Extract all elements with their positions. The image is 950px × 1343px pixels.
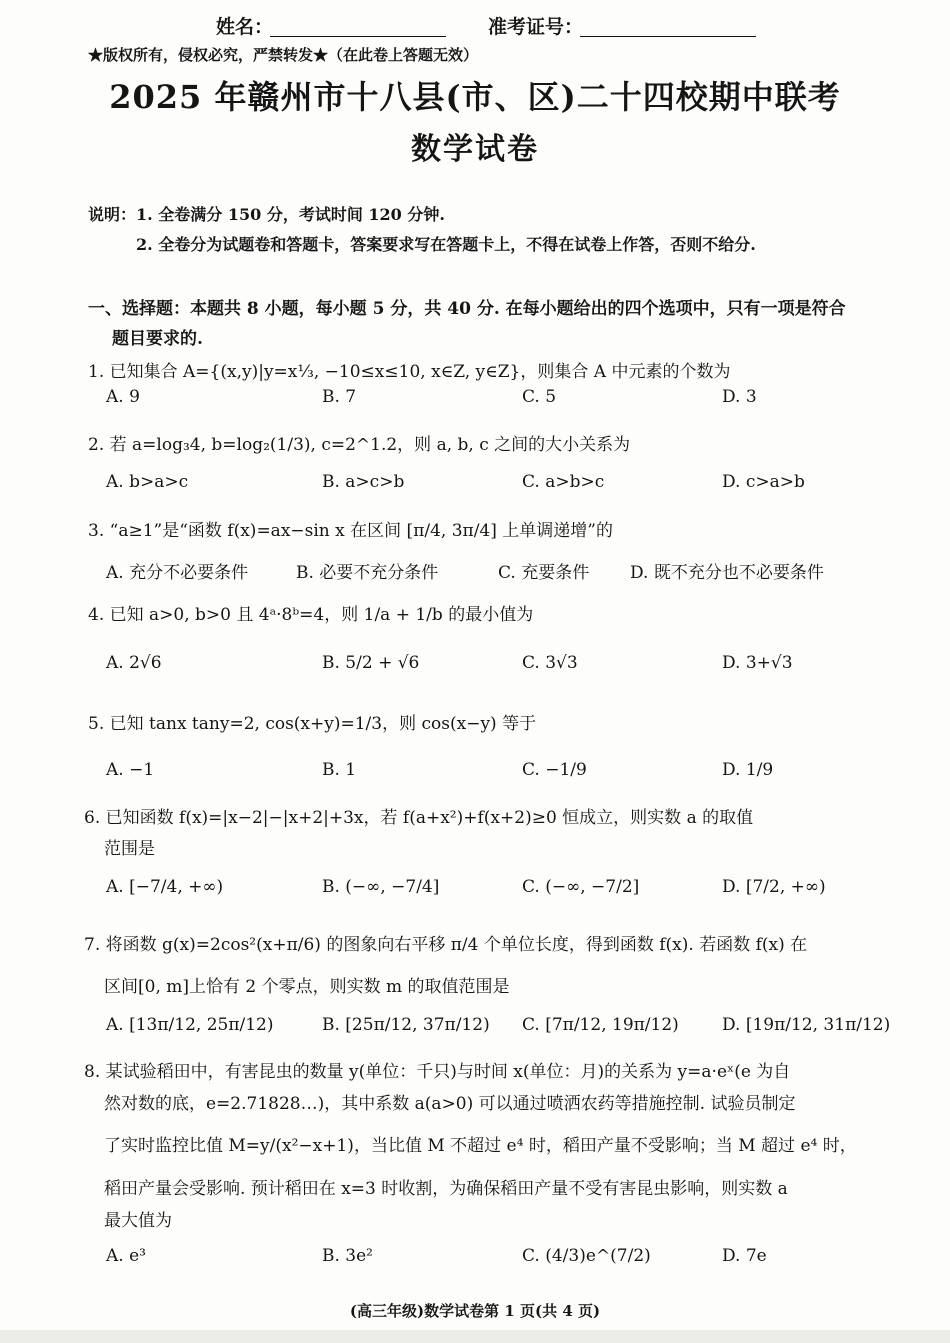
question-5-text: 5. 已知 tanx tany=2, cos(x+y)=1/3，则 cos(x−y) 等于 (88, 714, 537, 734)
question-8-option-c: C. (4/3)e^(7/2) (522, 1246, 651, 1266)
question-4-option-a: A. 2√6 (106, 653, 162, 673)
question-6-option-d: D. [7/2, +∞) (722, 877, 826, 897)
question-3-option-b: B. 必要不充分条件 (296, 563, 439, 583)
question-7-option-a: A. [13π/12, 25π/12) (106, 1015, 274, 1035)
question-1-text: 1. 已知集合 A={(x,y)|y=x⅓, −10≤x≤10, x∈Z, y∈Z}，则集合 A 中元素的个数为 (88, 362, 731, 382)
section-heading-cont: 题目要求的. (112, 329, 203, 349)
question-1-option-d: D. 3 (722, 387, 757, 407)
question-6-option-c: C. (−∞, −7/2] (522, 877, 640, 897)
question-8-text-cont-3: 稻田产量会受影响. 预计稻田在 x=3 时收割，为确保稻田产量不受有害昆虫影响，则实数 a (104, 1179, 788, 1199)
question-6-text: 6. 已知函数 f(x)=|x−2|−|x+2|+3x，若 f(a+x²)+f(x+2)≥0 恒成立，则实数 a 的取值 (84, 808, 754, 828)
name-field-line (270, 36, 446, 37)
question-3-option-a: A. 充分不必要条件 (106, 563, 249, 583)
question-4-option-d: D. 3+√3 (722, 653, 793, 673)
instruction-2: 2. 全卷分为试题卷和答题卡，答案要求写在答题卡上，不得在试卷上作答，否则不给分. (136, 235, 756, 254)
copyright-notice: ★版权所有，侵权必究，严禁转发★（在此卷上答题无效） (88, 46, 479, 64)
question-2-text: 2. 若 a=log₃4, b=log₂(1/3), c=2^1.2，则 a, b, c 之间的大小关系为 (88, 435, 631, 455)
page-bottom-edge (0, 1330, 950, 1343)
exam-id-label: 准考证号： (488, 16, 584, 38)
question-7-option-b: B. [25π/12, 37π/12) (322, 1015, 490, 1035)
question-5-option-a: A. −1 (106, 760, 155, 780)
question-1-option-b: B. 7 (322, 387, 357, 407)
page-footer: (高三年级)数学试卷第 1 页(共 4 页) (349, 1302, 601, 1320)
question-8-option-a: A. e³ (106, 1246, 146, 1266)
question-6-option-a: A. [−7/4, +∞) (106, 877, 224, 897)
question-3-option-c: C. 充要条件 (498, 563, 590, 583)
question-6-text-cont: 范围是 (104, 839, 155, 859)
question-4-text: 4. 已知 a>0, b>0 且 4ᵃ·8ᵇ=4，则 1/a + 1/b 的最小值为 (88, 605, 534, 625)
exam-title: 2025 年赣州市十八县(市、区)二十四校期中联考 (109, 78, 841, 116)
question-1-option-c: C. 5 (522, 387, 557, 407)
question-2-option-c: C. a>b>c (522, 472, 605, 492)
name-label: 姓名： (216, 16, 274, 38)
question-8-text-cont-2: 了实时监控比值 M=y/(x²−x+1)，当比值 M 不超过 e⁴ 时，稻田产量不受影响；当 M 超过 e⁴ 时， (104, 1136, 857, 1156)
question-4-option-c: C. 3√3 (522, 653, 578, 673)
question-8-text: 8. 某试验稻田中，有害昆虫的数量 y(单位：千只)与时间 x(单位：月)的关系为 y=a·eˣ(e 为自 (84, 1062, 791, 1082)
question-5-option-d: D. 1/9 (722, 760, 774, 780)
question-5-option-c: C. −1/9 (522, 760, 587, 780)
section-heading: 一、选择题：本题共 8 小题，每小题 5 分，共 40 分. 在每小题给出的四个选项中，只有一项是符合 (88, 299, 846, 319)
question-7-option-c: C. [7π/12, 19π/12) (522, 1015, 679, 1035)
question-2-option-d: D. c>a>b (722, 472, 805, 492)
question-8-text-cont-4: 最大值为 (104, 1211, 172, 1231)
question-7-text-cont: 区间[0, m]上恰有 2 个零点，则实数 m 的取值范围是 (104, 977, 510, 997)
question-4-option-b: B. 5/2 + √6 (322, 653, 420, 673)
question-3-text: 3. “a≥1”是“函数 f(x)=ax−sin x 在区间 [π/4, 3π/4] 上单调递增”的 (88, 521, 613, 541)
question-6-option-b: B. (−∞, −7/4] (322, 877, 440, 897)
question-5-option-b: B. 1 (322, 760, 357, 780)
question-1-option-a: A. 9 (106, 387, 140, 407)
question-2-option-b: B. a>c>b (322, 472, 405, 492)
question-7-text: 7. 将函数 g(x)=2cos²(x+π/6) 的图象向右平移 π/4 个单位长度，得到函数 f(x). 若函数 f(x) 在 (84, 935, 808, 955)
question-8-option-d: D. 7e (722, 1246, 767, 1266)
question-7-option-d: D. [19π/12, 31π/12) (722, 1015, 891, 1035)
question-8-text-cont-1: 然对数的底，e=2.71828…)，其中系数 a(a>0) 可以通过喷洒农药等措施控制. 试验员制定 (104, 1094, 796, 1114)
paper-subtitle: 数学试卷 (411, 132, 539, 167)
question-8-option-b: B. 3e² (322, 1246, 373, 1266)
instruction-1: 说明：1. 全卷满分 150 分，考试时间 120 分钟. (88, 205, 445, 224)
question-3-option-d: D. 既不充分也不必要条件 (630, 563, 824, 583)
question-2-option-a: A. b>a>c (106, 472, 189, 492)
exam-id-field-line (580, 36, 756, 37)
